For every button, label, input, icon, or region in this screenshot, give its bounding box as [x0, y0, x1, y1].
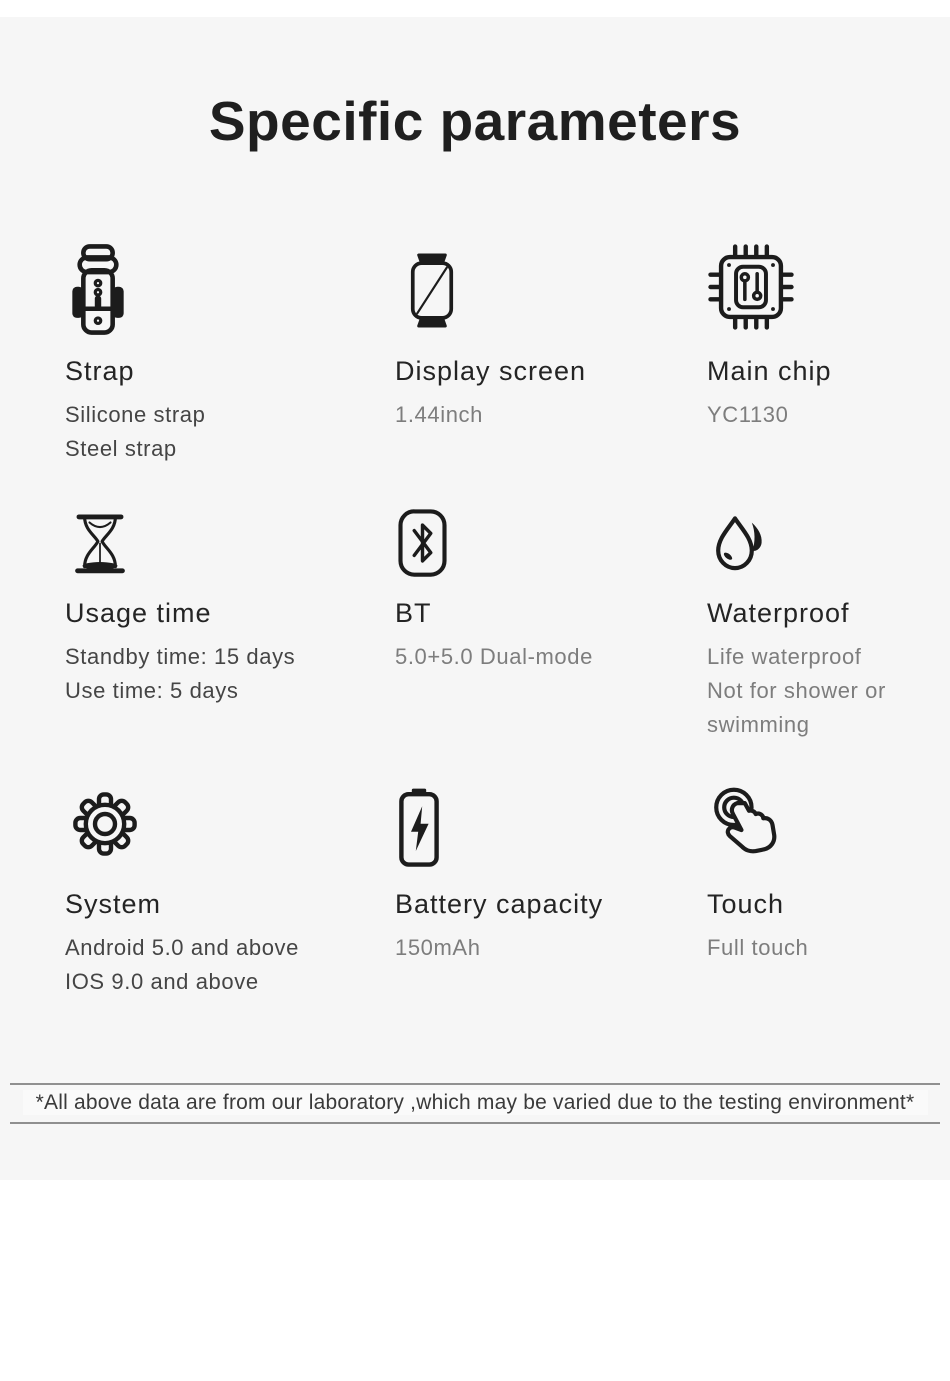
usage-time-icon: [65, 508, 395, 598]
spec-cell-system: [65, 783, 395, 999]
spec-panel: [0, 17, 950, 1180]
spec-grid: [0, 243, 950, 999]
spec-value-line: Not for shower or swimming: [707, 678, 886, 737]
spec-value-line: Use time: 5 days: [65, 678, 239, 703]
spec-cell-touch: [707, 783, 922, 999]
spec-values: [707, 931, 922, 965]
spec-title: Touch: [707, 889, 785, 919]
spec-value-line: Life waterproof: [707, 644, 862, 669]
touch-icon: [707, 783, 922, 889]
spec-value-line: 5.0+5.0 Dual-mode: [395, 644, 593, 669]
spec-values: [395, 931, 707, 965]
page-title: Specific parameters: [208, 90, 742, 152]
spec-title: Waterproof: [707, 598, 850, 628]
spec-value-line: Silicone strap: [65, 402, 206, 427]
spec-title: System: [65, 889, 162, 919]
footer-disclaimer: [10, 1083, 940, 1124]
system-icon: [65, 783, 395, 889]
spec-value-line: 1.44inch: [395, 402, 483, 427]
waterproof-icon: [707, 508, 922, 598]
bluetooth-icon: [395, 508, 707, 598]
spec-cell-usage-time: [65, 508, 395, 783]
battery-icon: [395, 783, 707, 889]
footer-disclaimer-text: *All above data are from our laboratory ,which may be varied due to the testing environment*: [23, 1090, 928, 1115]
spec-value-line: Android 5.0 and above: [65, 935, 299, 960]
spec-values: [65, 640, 395, 708]
spec-value-line: Full touch: [707, 935, 809, 960]
spec-cell-bluetooth: [395, 508, 707, 783]
display-screen-icon: [395, 243, 707, 356]
main-chip-icon: [707, 243, 922, 356]
spec-title: Strap: [65, 356, 135, 386]
spec-cell-battery: [395, 783, 707, 999]
spec-title: Main chip: [707, 356, 832, 386]
spec-cell-display-screen: [395, 243, 707, 508]
spec-cell-main-chip: [707, 243, 922, 508]
spec-title: Battery capacity: [395, 889, 604, 919]
spec-title: Display screen: [395, 356, 587, 386]
spec-cell-strap: [65, 243, 395, 508]
spec-values: [65, 931, 395, 999]
spec-value-line: IOS 9.0 and above: [65, 969, 259, 994]
spec-values: [65, 398, 395, 466]
spec-value-line: YC1130: [707, 402, 789, 427]
spec-title: Usage time: [65, 598, 212, 628]
spec-values: [395, 398, 707, 432]
strap-icon: [65, 243, 395, 356]
spec-values: [395, 640, 707, 674]
spec-value-line: Steel strap: [65, 436, 177, 461]
spec-value-line: 150mAh: [395, 935, 481, 960]
spec-value-line: Standby time: 15 days: [65, 644, 296, 669]
spec-cell-waterproof: [707, 508, 922, 783]
spec-values: [707, 640, 922, 742]
spec-title: BT: [395, 598, 432, 628]
spec-values: [707, 398, 922, 432]
